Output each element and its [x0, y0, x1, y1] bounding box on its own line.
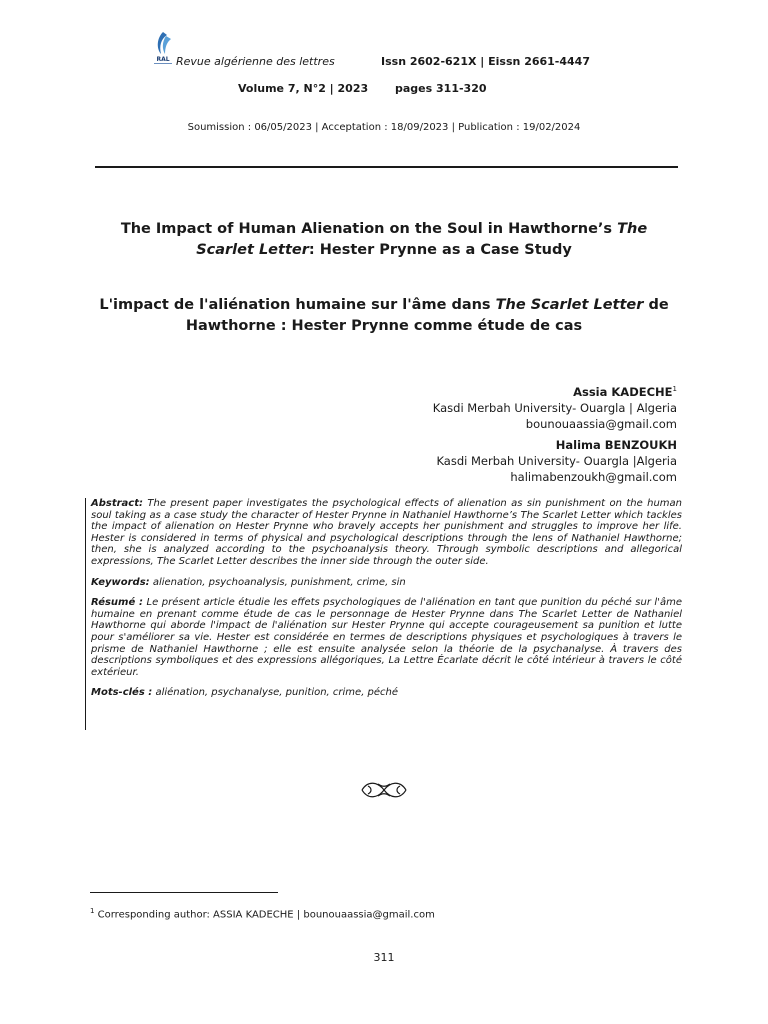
- author-email[interactable]: bounouaassia@gmail.com: [525, 416, 677, 431]
- author-name: Halima BENZOUKH: [555, 438, 677, 452]
- journal-logo-icon: [150, 30, 176, 68]
- resume-label: Résumé :: [91, 597, 144, 609]
- title-en-post: : Hester Prynne as a Case Study: [308, 242, 572, 258]
- volume-info: Volume 7, N°2 | 2023: [238, 82, 369, 95]
- footnote-rule: [90, 892, 278, 893]
- page-range: pages 311-320: [395, 82, 487, 95]
- author-affiliation: Kasdi Merbah University- Ouargla |Algeria: [436, 454, 677, 468]
- footnote-marker: 1: [90, 907, 95, 915]
- author-name: [433, 381, 677, 400]
- motscles-label: Mots-clés :: [91, 687, 153, 699]
- title-en-pre: The Impact of Human Alienation on the Soul in Hawthorne’s: [120, 221, 618, 237]
- journal-name: Revue algérienne des lettres: [176, 55, 335, 68]
- abstract-label: Abstract:: [91, 498, 144, 509]
- author-affiliation: Kasdi Merbah University- Ouargla | Algeria: [432, 400, 677, 415]
- author-block-1: [433, 381, 677, 432]
- title-en-italic: The Scarlet Letter: [196, 221, 648, 258]
- author-block-2: [436, 437, 677, 485]
- title-french: [90, 295, 678, 337]
- footnote-text: Corresponding author: ASSIA KADECHE | bounouaassia@gmail.com: [94, 909, 435, 921]
- title-fr-italic: The Scarlet Letter: [495, 297, 644, 313]
- header-rule: [95, 166, 678, 168]
- motscles-text: aliénation, psychanalyse, punition, crime, péché: [152, 687, 399, 699]
- author-name-text: Assia KADECHE: [573, 384, 673, 399]
- resume-text: Le présent article étudie les effets psychologiques de l'aliénation en tant que punition du péché sur l'âme humaine en prenant comme étude de cas le personnage de Hester Prynne dans The Scarlet Letter de Nathaniel Hawthorne qui aborde l'impact de l'aliénation sur Hester Prynne qui accepte courageusement sa punition et lutte pour s'améliorer sa vie. Hester est considérée en termes de descriptions physiques et psychologiques à travers le prisme de Nathaniel Hawthorne ; elle est ensuite analysée selon la théorie de la psychanalyse. À travers des descriptions symboliques et des expressions allégoriques, La Lettre Écarlate décrit le côté intérieur à travers le côté extérieur.: [91, 597, 682, 678]
- issn: Issn 2602-621X | Eissn 2661-4447: [381, 55, 590, 68]
- submission-dates: Soumission : 06/05/2023 | Acceptation : 18/09/2023 | Publication : 19/02/2024: [187, 122, 581, 133]
- abstract-text: The present paper investigates the psychological effects of alienation as sin punishment on the human soul taking as a case study the character of Hester Prynne in Nathaniel Hawthorne’s The Scarlet Letter which tackles the impact of alienation on Hester Prynne who bravely accepts her punishment and struggles to improve her life. Hester is considered in terms of physical and psychological descriptions through the lens of Nathaniel Hawthorne; then, she is analyzed according to the psychoanalysis theory. Through symbolic descriptions and allegorical expressions, The Scarlet Letter describes the inner side through the outer side.: [91, 498, 682, 567]
- logo-text: RAL: [156, 56, 170, 63]
- author-footnote-marker: 1: [672, 385, 677, 393]
- keywords-label: Keywords:: [91, 576, 150, 588]
- abstract-section: [85, 498, 682, 730]
- title-fr-post: de Hawthorne : Hester Prynne comme étude de cas: [185, 297, 669, 334]
- motscles-paragraph: [91, 687, 682, 699]
- keywords-text: alienation, psychoanalysis, punishment, crime, sin: [149, 576, 406, 588]
- flourish-ornament-icon: [358, 778, 410, 802]
- keywords-paragraph: [91, 577, 682, 589]
- page-number: 311: [373, 951, 395, 964]
- footnote: [90, 907, 435, 920]
- abstract-paragraph: [91, 498, 682, 568]
- title-english: [90, 219, 678, 261]
- resume-paragraph: [91, 597, 682, 678]
- title-fr-pre: L'impact de l'aliénation humaine sur l'âme dans: [99, 297, 496, 313]
- author-email[interactable]: halimabenzoukh@gmail.com: [510, 470, 677, 484]
